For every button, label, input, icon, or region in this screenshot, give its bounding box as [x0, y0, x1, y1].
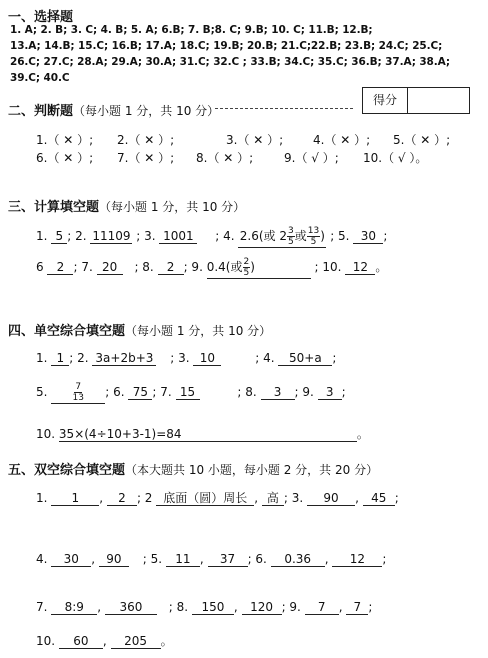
mcq-answers-line2: 13.A; 14.B; 15.C; 16.B; 17.A; 18.C; 19.B; 20.B; 21.C;22.B; 23.B; 24.C; 25.C;: [10, 40, 443, 52]
calc-answer-10: 12: [345, 260, 375, 275]
section1-title: 一、选择题: [8, 10, 74, 25]
double-answer-10a: 60: [59, 634, 103, 649]
single-row-1: 1. 1 ; 2. 3a+2b+3 ; 3. 10 ; 4. 50+a ;: [36, 351, 337, 365]
double-row-2: 4. 30 , 90 ; 5. 11 , 37 ; 6. 0.36 , 12 ;: [36, 552, 387, 566]
calc-row-2: 6 2 ; 7. 20 ; 8. 2 ; 9. 0.4(或 $\frac{2}{5}$ ) ; 10. 12 。: [36, 257, 388, 278]
double-answer-1a: 1: [51, 491, 99, 506]
double-answer-4a: 30: [51, 552, 91, 567]
single-answer-5-frac: $\frac{7}{13}$: [72, 382, 84, 403]
judge-item-2: 2.（ ✕ ）;: [117, 133, 175, 147]
single-answer-6: 75: [128, 385, 152, 400]
judge-item-9: 9.（ √ ）;: [284, 151, 339, 165]
single-answer-3: 10: [193, 351, 221, 366]
double-answer-2a: 底面（圆）周长: [156, 491, 254, 506]
calc-row-1: 1. 5 ; 2. 11109 ; 3. 1001 ; 4. 2.6(或 2 $\frac{3}{5}$ 或 $\frac{13}{5}$ ) ; 5. 30 ;: [36, 226, 388, 247]
calc-answer-4-frac1: $\frac{3}{5}$: [288, 226, 294, 247]
calc-answer-4-frac2: $\frac{13}{5}$: [307, 226, 320, 247]
double-answer-6a: 0.36: [271, 552, 325, 567]
judge-item-10: 10.（ √ ）。: [363, 151, 428, 165]
calc-answer-6: 2: [47, 260, 73, 275]
calc-answer-9-frac: $\frac{2}{5}$: [243, 257, 250, 278]
calc-answer-3: 1001: [159, 229, 197, 244]
calc-answer-8: 2: [158, 260, 184, 275]
mcq-answers-line4: 39.C; 40.C: [10, 72, 70, 84]
double-answer-3a: 90: [307, 491, 355, 506]
double-answer-9a: 7: [305, 600, 339, 615]
single-answer-10: 35×(4÷10+3-1)=84: [59, 427, 357, 442]
double-answer-2b: 高: [262, 491, 284, 506]
judge-item-3: 3.（ ✕ ）;: [226, 133, 284, 147]
double-answer-9b: 7: [346, 600, 368, 615]
double-row-1: 1. 1 , 2 ; 2 底面（圆）周长 , 高 ; 3. 90 , 45 ;: [36, 491, 399, 505]
score-label: 得分: [363, 88, 408, 113]
double-answer-7a: 8:9: [51, 600, 97, 615]
section4-title: 四、单空综合填空题（每小题 1 分，共 10 分）: [8, 324, 272, 339]
judge-item-1: 1.（ ✕ ）;: [36, 133, 94, 147]
single-row-3: 10. 35×(4÷10+3-1)=84 。: [36, 427, 369, 441]
single-answer-9: 3: [318, 385, 342, 400]
double-answer-5a: 11: [166, 552, 200, 567]
judge-item-7: 7.（ ✕ ）;: [117, 151, 175, 165]
single-answer-7: 15: [176, 385, 200, 400]
calc-answer-5: 30: [353, 229, 383, 244]
judge-item-4: 4.（ ✕ ）;: [313, 133, 371, 147]
mcq-answers-line3: 26.C; 27.C; 28.A; 29.A; 30.A; 31.C; 32.C ; 33.B; 34.C; 35.C; 36.B; 37.A; 38.A;: [10, 56, 450, 68]
score-input-cell[interactable]: [408, 88, 468, 113]
double-answer-7b: 360: [105, 600, 157, 615]
double-answer-6b: 12: [332, 552, 382, 567]
double-answer-1b: 2: [107, 491, 137, 506]
calc-answer-4: 2.6(或 2 $\frac{3}{5}$ 或 $\frac{13}{5}$ ): [239, 226, 325, 247]
single-answer-2: 3a+2b+3: [92, 351, 156, 366]
judge-item-6: 6.（ ✕ ）;: [36, 151, 94, 165]
judge-item-8: 8.（ ✕ ）;: [196, 151, 254, 165]
dashed-divider: [215, 108, 353, 109]
double-answer-4b: 90: [99, 552, 129, 567]
double-answer-3b: 45: [363, 491, 395, 506]
section3-title: 三、计算填空题（每小题 1 分，共 10 分）: [8, 200, 246, 215]
calc-answer-1: 5: [51, 229, 67, 244]
double-answer-5b: 37: [208, 552, 248, 567]
section2-title: 二、判断题（每小题 1 分，共 10 分）: [8, 104, 220, 119]
single-answer-4: 50+a: [278, 351, 332, 366]
score-box: [362, 87, 470, 114]
judge-item-5: 5.（ ✕ ）;: [393, 133, 451, 147]
calc-answer-7: 20: [97, 260, 123, 275]
double-row-3: 7. 8:9 , 360 ; 8. 150 , 120 ; 9. 7 , 7 ;: [36, 600, 373, 614]
single-row-2: 5. $\frac{7}{13}$ ; 6. 75 ; 7. 15 ; 8. 3 ; 9. 3 ;: [36, 382, 346, 403]
calc-answer-9: 0.4(或 $\frac{2}{5}$ ): [207, 257, 311, 279]
section5-title: 五、双空综合填空题（本大题共 10 小题，每小题 2 分，共 20 分）: [8, 463, 379, 478]
single-answer-5: [51, 382, 105, 404]
single-answer-8: 3: [261, 385, 295, 400]
mcq-answers-line1: 1. A; 2. B; 3. C; 4. B; 5. A; 6.B; 7. B;8. C; 9.B; 10. C; 11.B; 12.B;: [10, 24, 373, 36]
double-answer-10b: 205: [111, 634, 161, 649]
calc-answer-2: 11109: [92, 229, 131, 243]
double-row-4: 10. 60 , 205 。: [36, 634, 173, 648]
double-answer-8b: 120: [242, 600, 282, 615]
single-answer-1: 1: [51, 351, 69, 366]
double-answer-8a: 150: [192, 600, 234, 615]
